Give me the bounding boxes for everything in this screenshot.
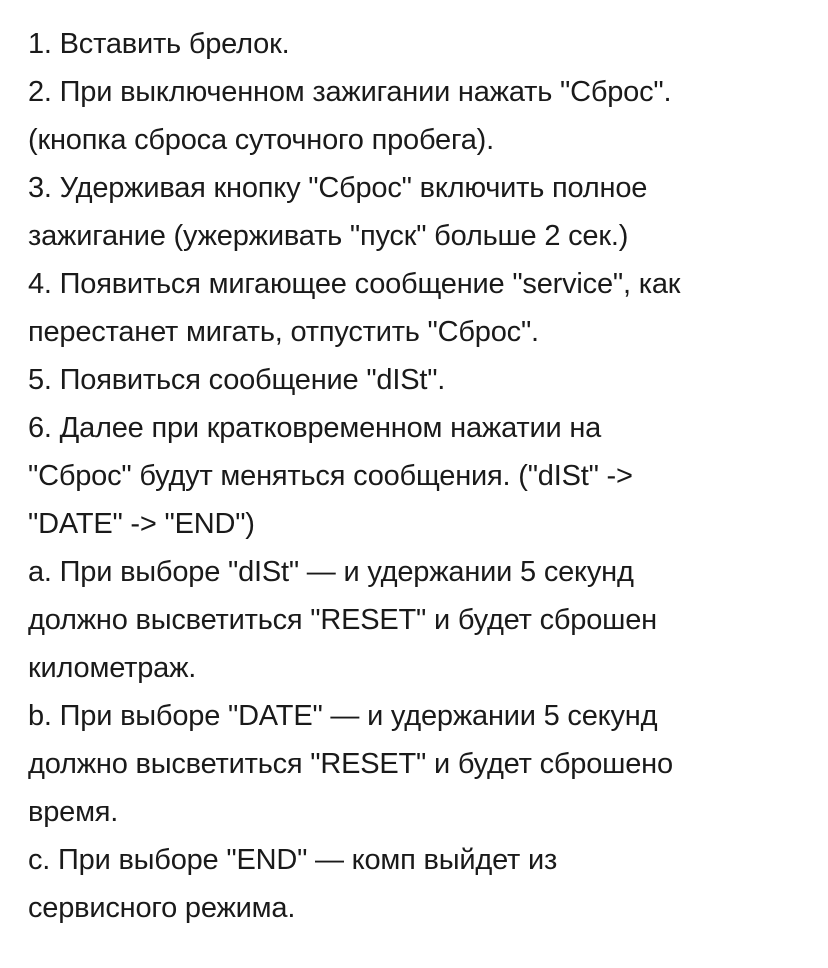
text-line: должно высветиться "RESET" и будет сброшено xyxy=(28,748,673,780)
text-line: (кнопка сброса суточного пробега). xyxy=(28,124,494,156)
text-line: 5. Появиться сообщение "dISt". xyxy=(28,364,446,396)
text-line: 2. При выключенном зажигании нажать "Сброс". xyxy=(28,76,672,108)
text-line: зажигание (ужерживать "пуск" больше 2 сек.) xyxy=(28,220,629,252)
text-line: "Сброс" будут меняться сообщения. ("dISt" -> xyxy=(28,460,633,492)
text-line: c. При выборе "END" — комп выйдет из xyxy=(28,844,558,876)
text-line: время. xyxy=(28,796,119,828)
text-line: должно высветиться "RESET" и будет сброшен xyxy=(28,604,657,636)
instructions-text xyxy=(28,20,808,932)
text-line: b. При выборе "DATE" — и удержании 5 секунд xyxy=(28,700,658,732)
text-line: километраж. xyxy=(28,652,197,684)
text-line: 1. Вставить брелок. xyxy=(28,28,290,60)
text-line: 4. Появиться мигающее сообщение "service", как xyxy=(28,268,681,300)
text-line: "DATE" -> "END") xyxy=(28,508,255,540)
text-line: перестанет мигать, отпустить "Сброс". xyxy=(28,316,539,348)
text-line: 6. Далее при кратковременном нажатии на xyxy=(28,412,602,444)
text-line: 3. Удерживая кнопку "Сброс" включить полное xyxy=(28,172,648,204)
text-line: сервисного режима. xyxy=(28,892,296,924)
text-line: a. При выборе "dISt" — и удержании 5 секунд xyxy=(28,556,634,588)
